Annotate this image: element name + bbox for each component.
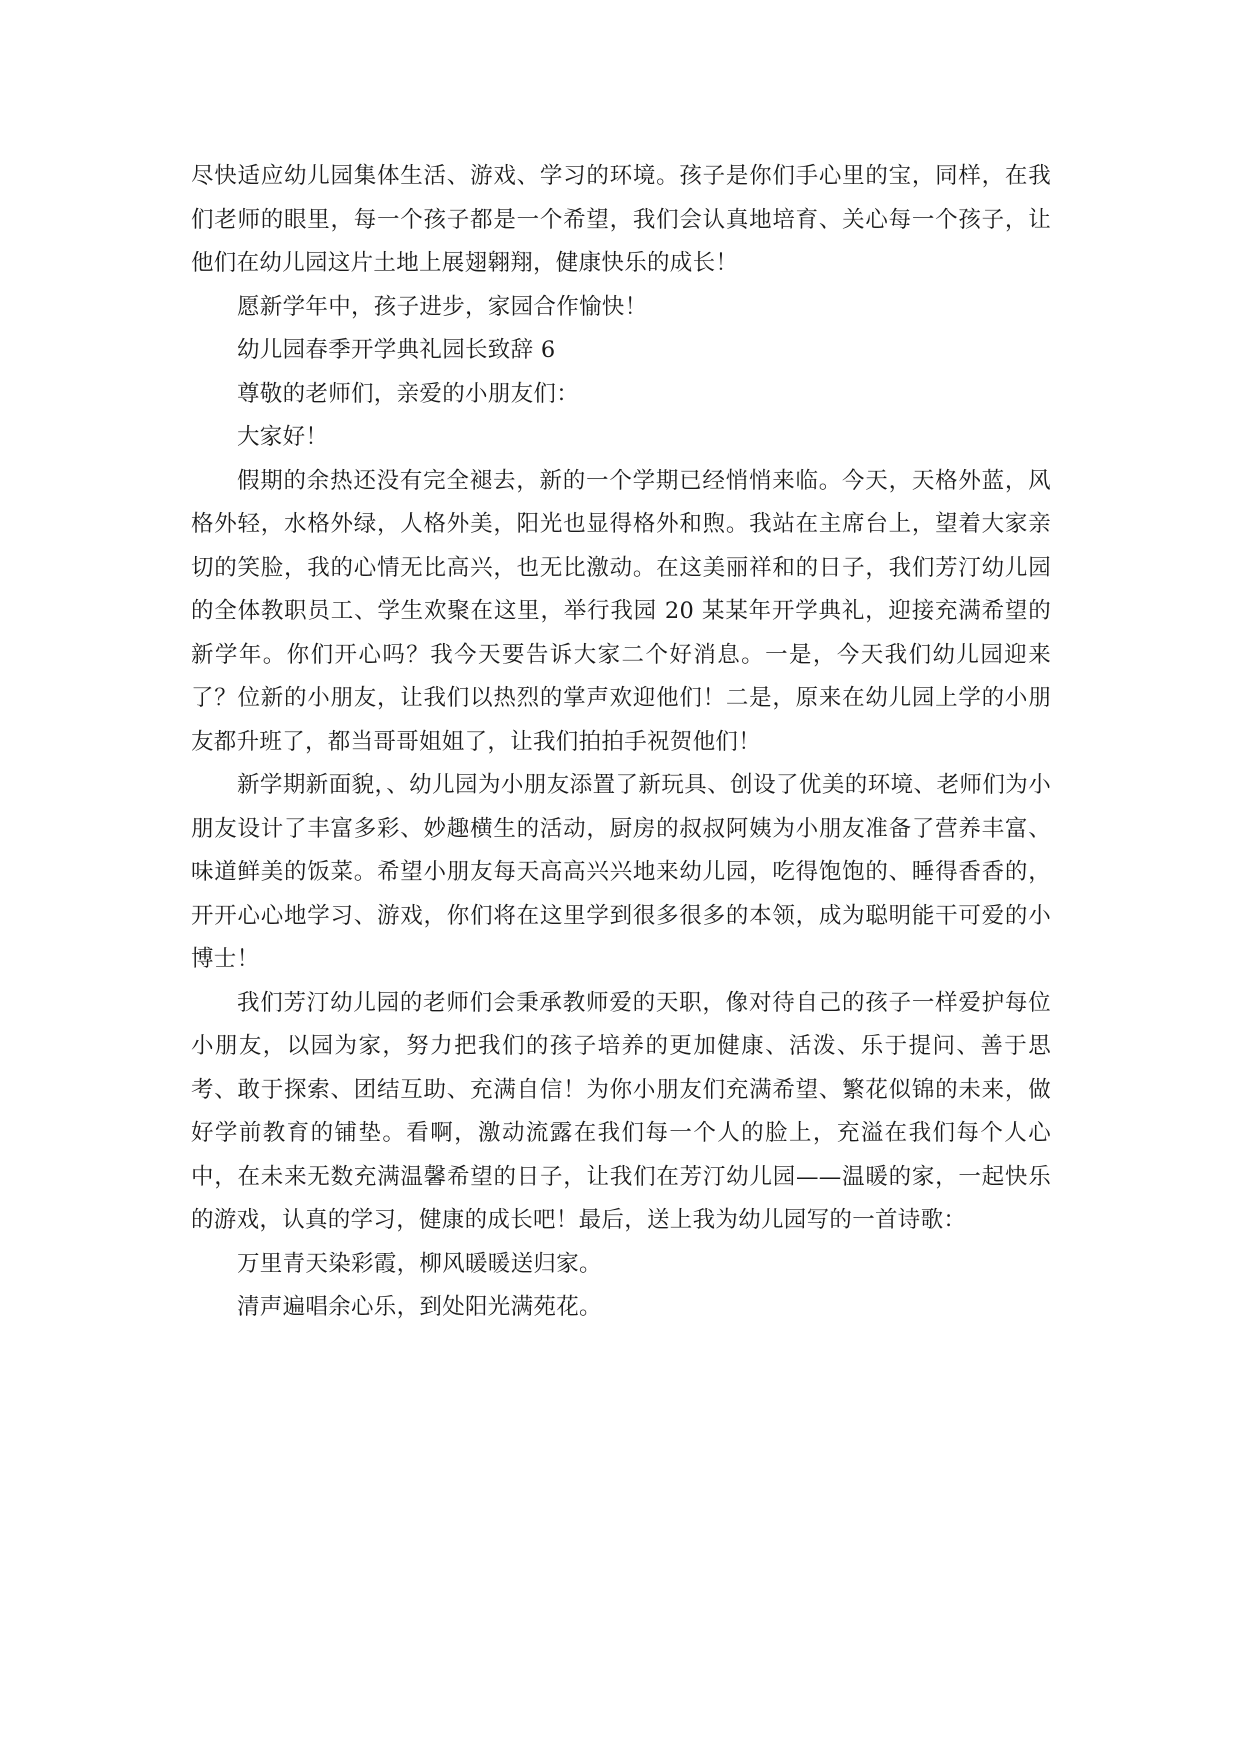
document-body — [191, 155, 1051, 1330]
poem-line-2: 清声遍唱余心乐，到处阳光满苑花。 — [237, 1294, 602, 1320]
paragraph-wish: 愿新学年中，孩子进步，家园合作愉快！ — [237, 293, 648, 320]
paragraph-opening: 假期的余热还没有完全褪去，新的一个学期已经悄悄来临。今天，天格外蓝，风格外轻，水格外绿，人格外美，阳光也显得格外和煦。我站在主席台上，望着大家亲切的笑脸，我的心情无比高兴，也无比激动。在这美丽祥和的日子，我们芳汀幼儿园的全体教职员工、学生欢聚在这里，举行我园 20 某某年开学典礼，迎接充满希望的新学年。你们开心吗？我今天要告诉大家二个好消息。一是，今天我们幼儿园迎来了？位新的小朋友，让我们以热烈的掌声欢迎他们！二是，原来在幼儿园上学的小朋友都升班了，都当哥哥姐姐了，让我们拍拍手祝贺他们！ — [191, 467, 1051, 755]
poem-line-1: 万里青天染彩霞，柳风暖暖送归家。 — [237, 1250, 602, 1277]
section-heading: 幼儿园春季开学典礼园长致辞 6 — [237, 337, 556, 363]
salutation: 尊敬的老师们，亲爱的小朋友们： — [237, 380, 580, 407]
paragraph-continuation: 尽快适应幼儿园集体生活、游戏、学习的环境。孩子是你们手心里的宝，同样，在我们老师的眼里，每一个孩子都是一个希望，我们会认真地培育、关心每一个孩子，让他们在幼儿园这片土地上展翅翱翔，健康快乐的成长！ — [191, 163, 1051, 276]
greeting: 大家好！ — [237, 424, 329, 450]
paragraph-new-semester: 新学期新面貌，、幼儿园为小朋友添置了新玩具、创设了优美的环境、老师们为小朋友设计了丰富多彩、妙趣横生的活动，厨房的叔叔阿姨为小朋友准备了营养丰富、味道鲜美的饭菜。希望小朋友每天高高兴兴地来幼儿园，吃得饱饱的、睡得香香的，开开心心地学习、游戏，你们将在这里学到很多很多的本领，成为聪明能干可爱的小博士！ — [191, 772, 1051, 972]
paragraph-teachers: 我们芳汀幼儿园的老师们会秉承教师爱的天职，像对待自己的孩子一样爱护每位小朋友，以园为家，努力把我们的孩子培养的更加健康、活泼、乐于提问、善于思考、敢于探索、团结互助、充满自信！为你小朋友们充满希望、繁花似锦的未来，做好学前教育的铺垫。看啊，激动流露在我们每一个人的脸上，充溢在我们每个人心中，在未来无数充满温馨希望的日子，让我们在芳汀幼儿园——温暖的家，一起快乐的游戏，认真的学习，健康的成长吧！最后，送上我为幼儿园写的一首诗歌： — [191, 989, 1051, 1233]
